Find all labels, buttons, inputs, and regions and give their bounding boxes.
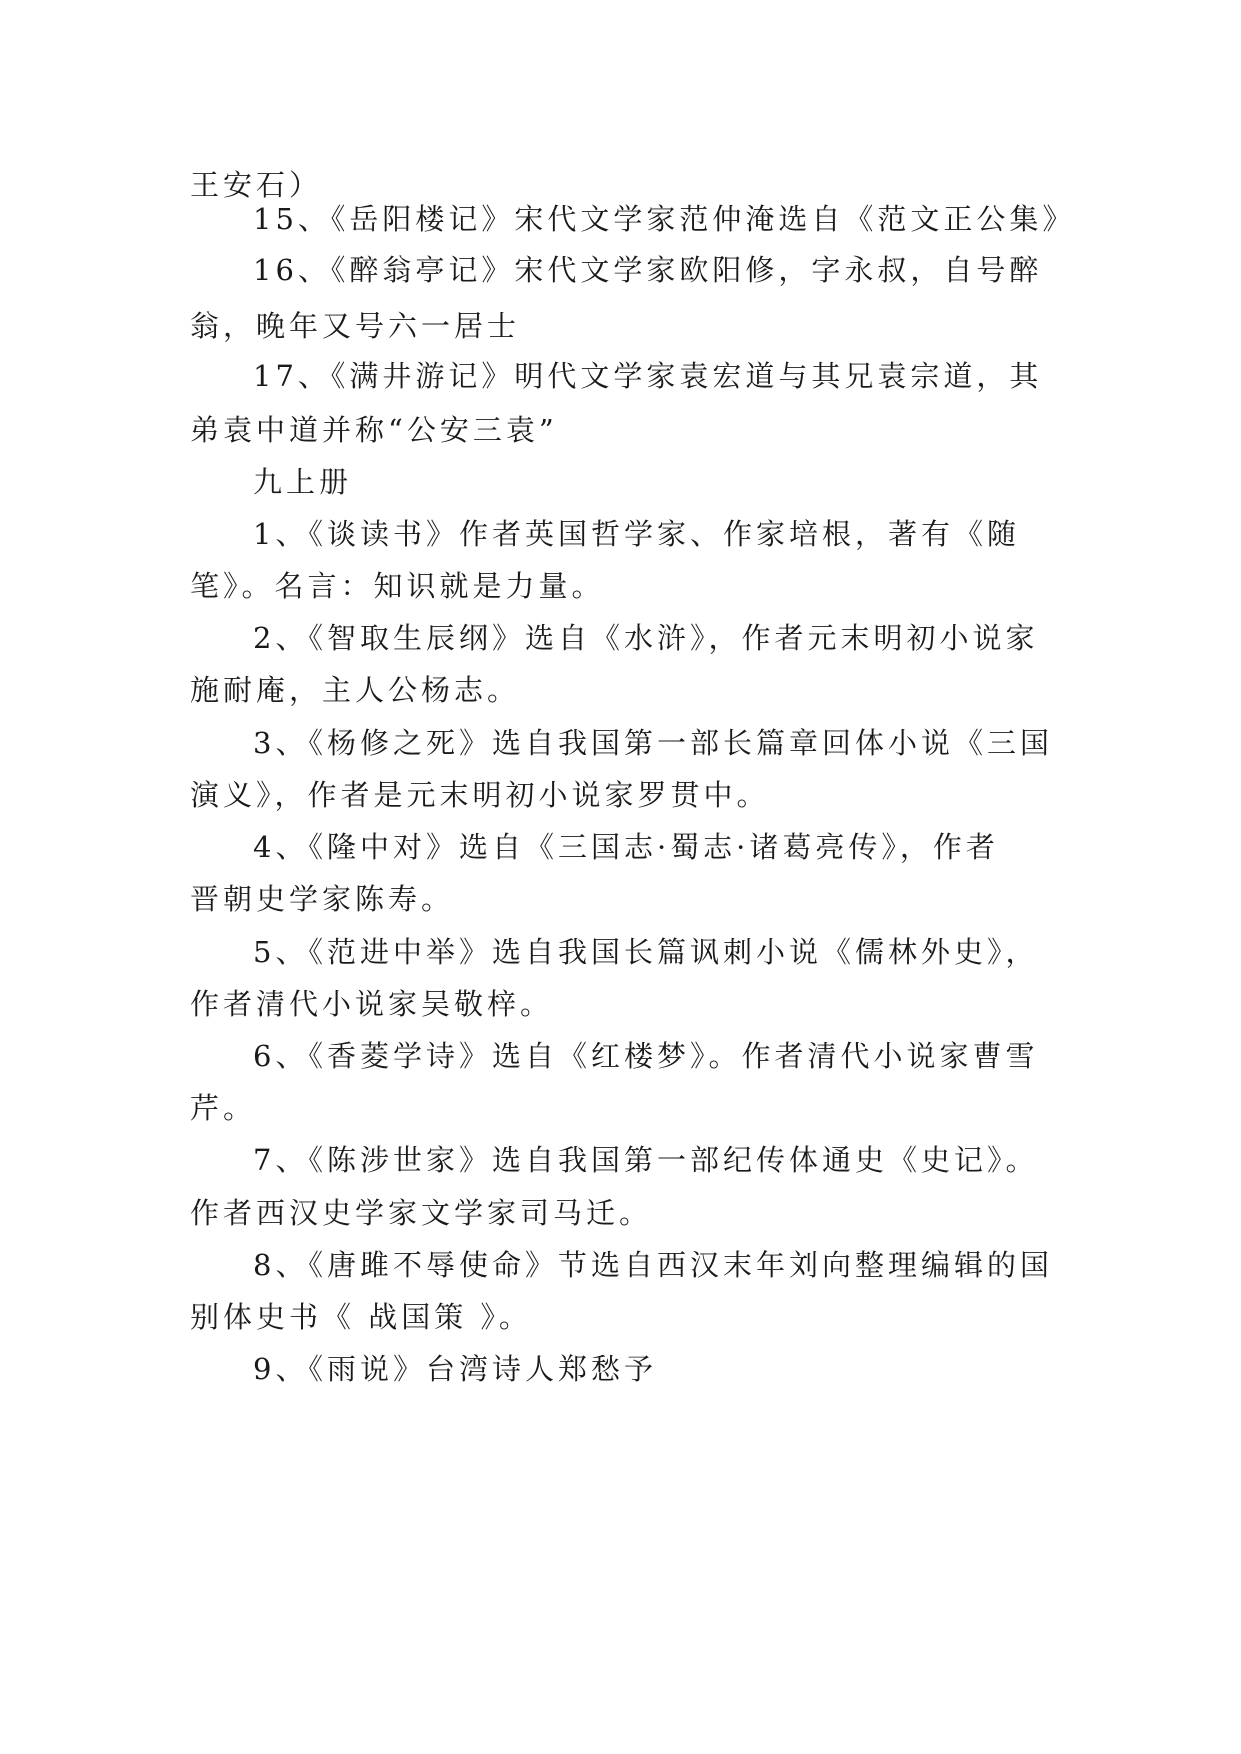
- text-line: 16、《醉翁亭记》宋代文学家欧阳修，字永叔，自号醉: [253, 253, 1043, 287]
- text-line: 8、《唐雎不辱使命》节选自西汉末年刘向整理编辑的国: [253, 1248, 1053, 1282]
- text-line: 演义》，作者是元末明初小说家罗贯中。: [190, 778, 770, 812]
- text-line: 作者西汉史学家文学家司马迁。: [190, 1196, 653, 1230]
- text-line: 5、《范进中举》选自我国长篇讽刺小说《儒林外史》，: [253, 935, 1039, 969]
- text-line: 7、《陈涉世家》选自我国第一部纪传体通史《史记》。: [253, 1143, 1039, 1177]
- text-line: 晋朝史学家陈寿。: [190, 882, 455, 916]
- text-line: 9、《雨说》台湾诗人郑愁予: [253, 1352, 657, 1386]
- text-line: 作者清代小说家吴敬梓。: [190, 987, 554, 1021]
- text-line: 芹。: [190, 1091, 257, 1125]
- text-line: 17、《满井游记》明代文学家袁宏道与其兄袁宗道，其: [253, 359, 1043, 393]
- text-line: 王安石）: [190, 168, 323, 202]
- text-line: 弟袁中道并称“公安三袁”: [190, 413, 558, 447]
- text-line: 笔》。名言：知识就是力量。: [190, 569, 605, 603]
- text-line: 2、《智取生辰纲》选自《水浒》，作者元末明初小说家: [253, 621, 1039, 655]
- text-line: 15、《岳阳楼记》宋代文学家范仲淹选自《范文正公集》: [253, 202, 1076, 236]
- text-line: 1、《谈读书》作者英国哲学家、作家培根，著有《随: [253, 517, 1020, 551]
- text-line: 别体史书《 战国策 》。: [190, 1300, 532, 1334]
- text-line: 翁，晚年又号六一居士: [190, 309, 521, 343]
- text-line: 施耐庵，主人公杨志。: [190, 673, 521, 707]
- section-heading: 九上册: [253, 465, 353, 499]
- text-line: 3、《杨修之死》选自我国第一部长篇章回体小说《三国: [253, 726, 1053, 760]
- text-line: 4、《隆中对》选自《三国志·蜀志·诸葛亮传》，作者: [253, 830, 999, 864]
- text-line: 6、《香菱学诗》选自《红楼梦》。作者清代小说家曹雪: [253, 1039, 1039, 1073]
